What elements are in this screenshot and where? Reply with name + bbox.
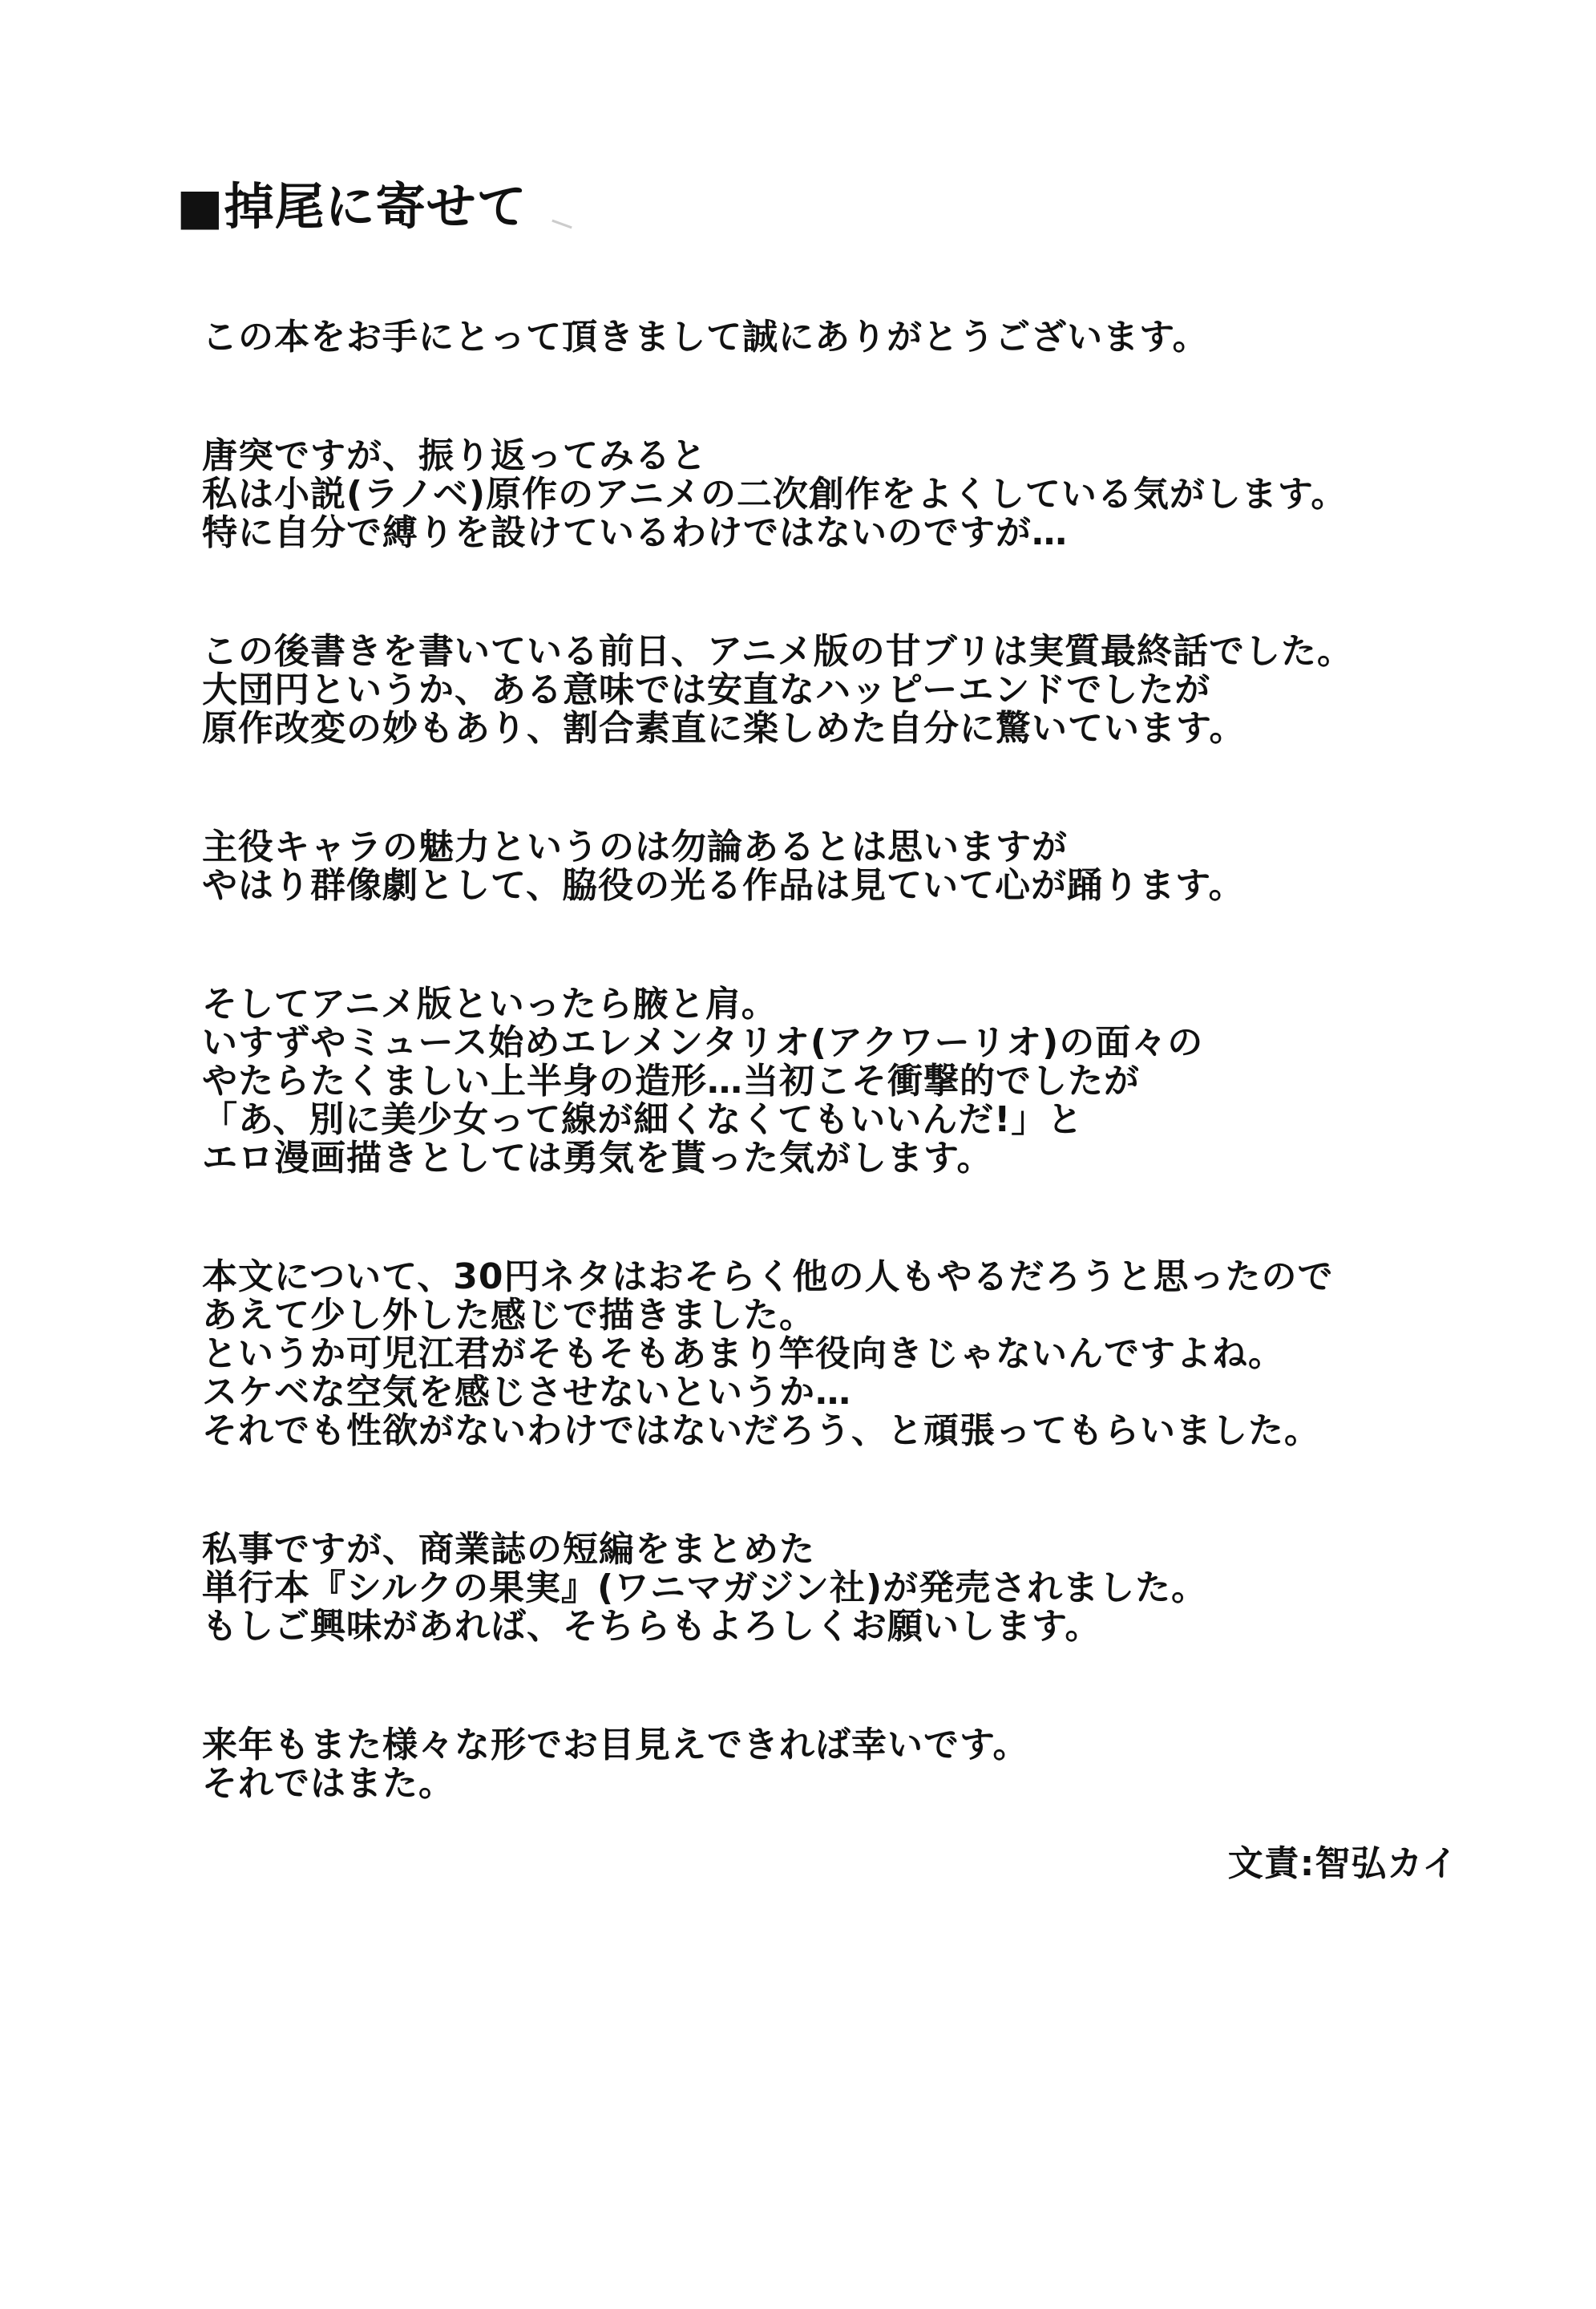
text-line: いすずやミュース始めエレメンタリオ(アクワーリオ)の面々の — [202, 1022, 1204, 1063]
paragraph-closing — [202, 1726, 1565, 1803]
text-line: それでも性欲がないわけではないだろう、と頑張ってもらいました。 — [202, 1410, 1320, 1451]
text-line: あえて少し外した感じで描きました。 — [202, 1295, 815, 1336]
paragraph-light-novel — [202, 437, 1565, 552]
paragraph-main-story — [202, 1258, 1565, 1450]
text-line: というか可児江君がそもそもあまり竿役向きじゃないんですよね。 — [202, 1333, 1284, 1374]
paragraph-final-episode — [202, 633, 1565, 748]
paragraph-ensemble — [202, 828, 1565, 905]
text-line: やたらたくましい上半身の造形…当初こそ衝撃的でしたが — [202, 1061, 1140, 1102]
text-line: 私事ですが、商業誌の短編をまとめた — [202, 1529, 815, 1570]
text-line: 主役キャラの魅力というのは勿論あるとは思いますが — [202, 827, 1068, 867]
text-line: 唐突ですが、振り返ってみると — [202, 435, 707, 476]
text-line: もしご興味があれば、そちらもよろしくお願いします。 — [202, 1606, 1101, 1647]
text-line: 「あ、別に美少女って線が細くなくてもいいんだ!」と — [202, 1099, 1084, 1140]
text-line: この本をお手にとって頂きまして誠にありがとうございます。 — [202, 317, 1209, 358]
page-title: ■掉尾に寄せて — [176, 177, 527, 236]
text-line: 特に自分で縛りを設けているわけではないのですが… — [202, 512, 1068, 553]
scan-mark — [552, 220, 572, 229]
paragraph-anime-design — [202, 985, 1565, 1178]
text-line: 来年もまた様々な形でお目見えできれば幸いです。 — [202, 1725, 1029, 1765]
afterword-body — [202, 318, 1565, 1883]
text-line: そしてアニメ版といったら腋と肩。 — [202, 984, 778, 1025]
paragraph-thanks — [202, 318, 1565, 357]
author-signature: 文責:智弘カイ — [1227, 1843, 1458, 1884]
text-line: やはり群像劇として、脇役の光る作品は見ていて心が踊ります。 — [202, 865, 1245, 906]
paragraph-book-release — [202, 1531, 1565, 1646]
text-line: 原作改変の妙もあり、割合素直に楽しめた自分に驚いています。 — [202, 708, 1246, 749]
text-line: この後書きを書いている前日、アニメ版の甘ブリは実質最終話でした。 — [202, 631, 1354, 672]
text-line: スケベな空気を感じさせないというか… — [202, 1372, 851, 1413]
text-line: 本文について、30円ネタはおそらく他の人もやるだろうと思ったので — [202, 1256, 1334, 1297]
text-line: 単行本『シルクの果実』(ワニマガジン社)が発売されました。 — [202, 1567, 1208, 1608]
text-line: エロ漫画描きとしては勇気を貰った気がします。 — [202, 1138, 993, 1179]
text-line: 大団円というか、ある意味では安直なハッピーエンドでしたが — [202, 669, 1211, 710]
text-line: それではまた。 — [202, 1763, 455, 1804]
text-line: 私は小説(ラノベ)原作のアニメの二次創作をよくしている気がします。 — [202, 474, 1348, 515]
